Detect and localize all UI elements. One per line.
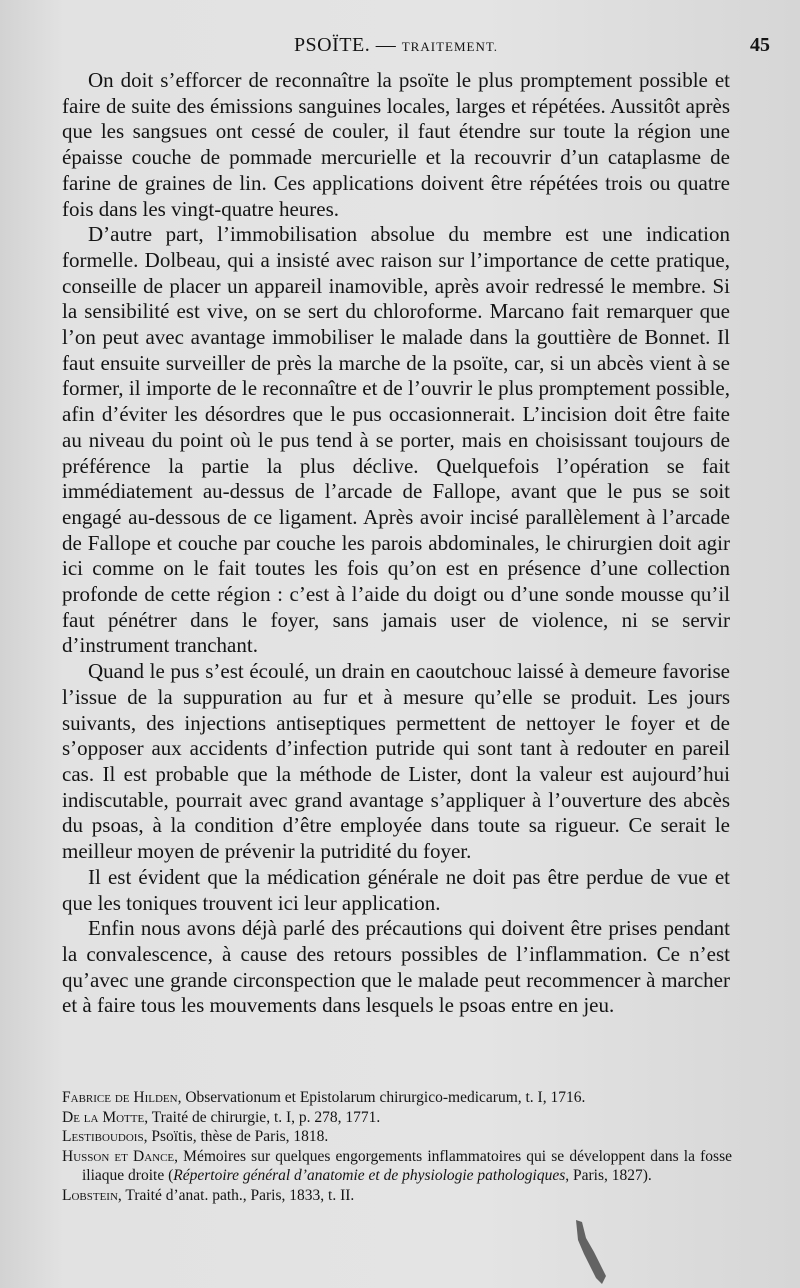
reference-item: [62, 1088, 732, 1108]
page-number: 45: [750, 34, 770, 56]
reference-item: [62, 1186, 732, 1206]
reference-text: , Observationum et Epistolarum chirurgico-medicarum, t. I, 1716.: [177, 1089, 586, 1106]
body-text: [62, 68, 730, 1019]
reference-author: De la Motte: [62, 1108, 145, 1126]
reference-item: [62, 1127, 732, 1147]
reference-item: [62, 1108, 732, 1128]
paragraph: On doit s’efforcer de reconnaître la psoïte le plus promptement possible et faire de suite des émissions sanguines locales, larges et répétées. Aussitôt après que les sangsues ont cessé de couler, il faut étendre sur toute la région une épaisse couche de pommade mercurielle et la recouvrir d’un cataplasme de farine de graines de lin. Ces applications doivent être répétées trois ou quatre fois dans les vingt-quatre heures.: [62, 68, 730, 221]
reference-journal-title: Répertoire général d’anatomie et de physiologie pathologiques: [173, 1167, 566, 1184]
paragraph: Il est évident que la médication générale ne doit pas être perdue de vue et que les toniques trouvent ici leur application.: [62, 864, 730, 915]
reference-text: , Mémoires sur quelques engorgements inflammatoires qui se développent dans la fosse iliaque droite (: [82, 1147, 732, 1184]
reference-text: , Paris, 1827).: [565, 1167, 652, 1184]
reference-author: Husson et Dance: [62, 1147, 175, 1165]
running-head-title: PSOÏTE.: [293, 34, 371, 56]
reference-author: Lobstein: [62, 1186, 118, 1204]
reference-item: [62, 1147, 732, 1186]
paragraph: Enfin nous avons déjà parlé des précautions qui doivent être prises pendant la convalescence, à cause des retours possibles de l’inflammation. Ce n’est qu’avec une grande circonspection que le malade peut recommencer à marcher et à faire tous les mouvements dans lesquels le psoas entre en jeu.: [62, 916, 730, 1018]
reference-text: , Psoïtis, thèse de Paris, 1818.: [143, 1128, 329, 1145]
bibliography: [62, 1088, 732, 1205]
ink-smudge-mark: [566, 1218, 610, 1286]
reference-text: , Traité de chirurgie, t. I, p. 278, 1771.: [144, 1108, 381, 1126]
page-header: [62, 34, 770, 60]
paragraph: D’autre part, l’immobilisation absolue du membre est une indication formelle. Dolbeau, qui a insisté avec raison sur l’importance de cette pratique, conseille de placer un appareil inamovible, après avoir redressé le membre. Si la sensibilité est vive, on se sert du chloroforme. Marcano fait remarquer que l’on peut avec avantage immobiliser le malade dans la gouttière de Bonnet. Il faut ensuite surveiller de près la marche de la psoïte, car, si un abcès vient à se former, il importe de le reconnaître et de l’ouvrir le plus promptement possible, afin d’éviter les désordres que le pus occasionnerait. L’incision doit être faite au niveau du point où le pus tend à se porter, mais en choisissant toujours de préférence la partie la plus déclive. Quelquefois l’opération se fait immédiatement au-dessus de l’arcade de Fallope, avant que le pus se soit engagé au-dessous de ce ligament. Après avoir incisé parallèlement à l’arcade de Fallope et couche par couche les parois abdominales, le chirurgien doit agir ici comme on le fait toutes les fois qu’on est en présence d’une collection profonde de cette région : c’est à l’aide du doigt ou d’une sonde mousse qu’il faut pénétrer dans le foyer, sans jamais user de violence, ni se servir d’instrument tranchant.: [62, 222, 730, 658]
running-head: [62, 34, 730, 57]
reference-author: Fabrice de Hilden: [62, 1089, 178, 1106]
reference-text: , Traité d’anat. path., Paris, 1833, t. II.: [117, 1186, 355, 1204]
running-head-section: TRAITEMENT.: [401, 39, 499, 54]
running-head-dash: —: [375, 34, 397, 56]
reference-author: Lestiboudois: [62, 1128, 144, 1145]
paragraph: Quand le pus s’est écoulé, un drain en caoutchouc laissé à demeure favorise l’issue de la suppuration au fur et à mesure qu’elle se produit. Les jours suivants, des injections antiseptiques permettent de nettoyer le foyer et de s’opposer aux accidents d’infection putride qui sont tant à redouter en pareil cas. Il est probable que la méthode de Lister, dont la valeur est aujourd’hui indiscutable, pourrait avec grand avantage s’appliquer à l’ouverture des abcès du psoas, à la condition d’être employée dans toute sa rigueur. Ce serait le meilleur moyen de prévenir la putridité du foyer.: [62, 659, 730, 864]
